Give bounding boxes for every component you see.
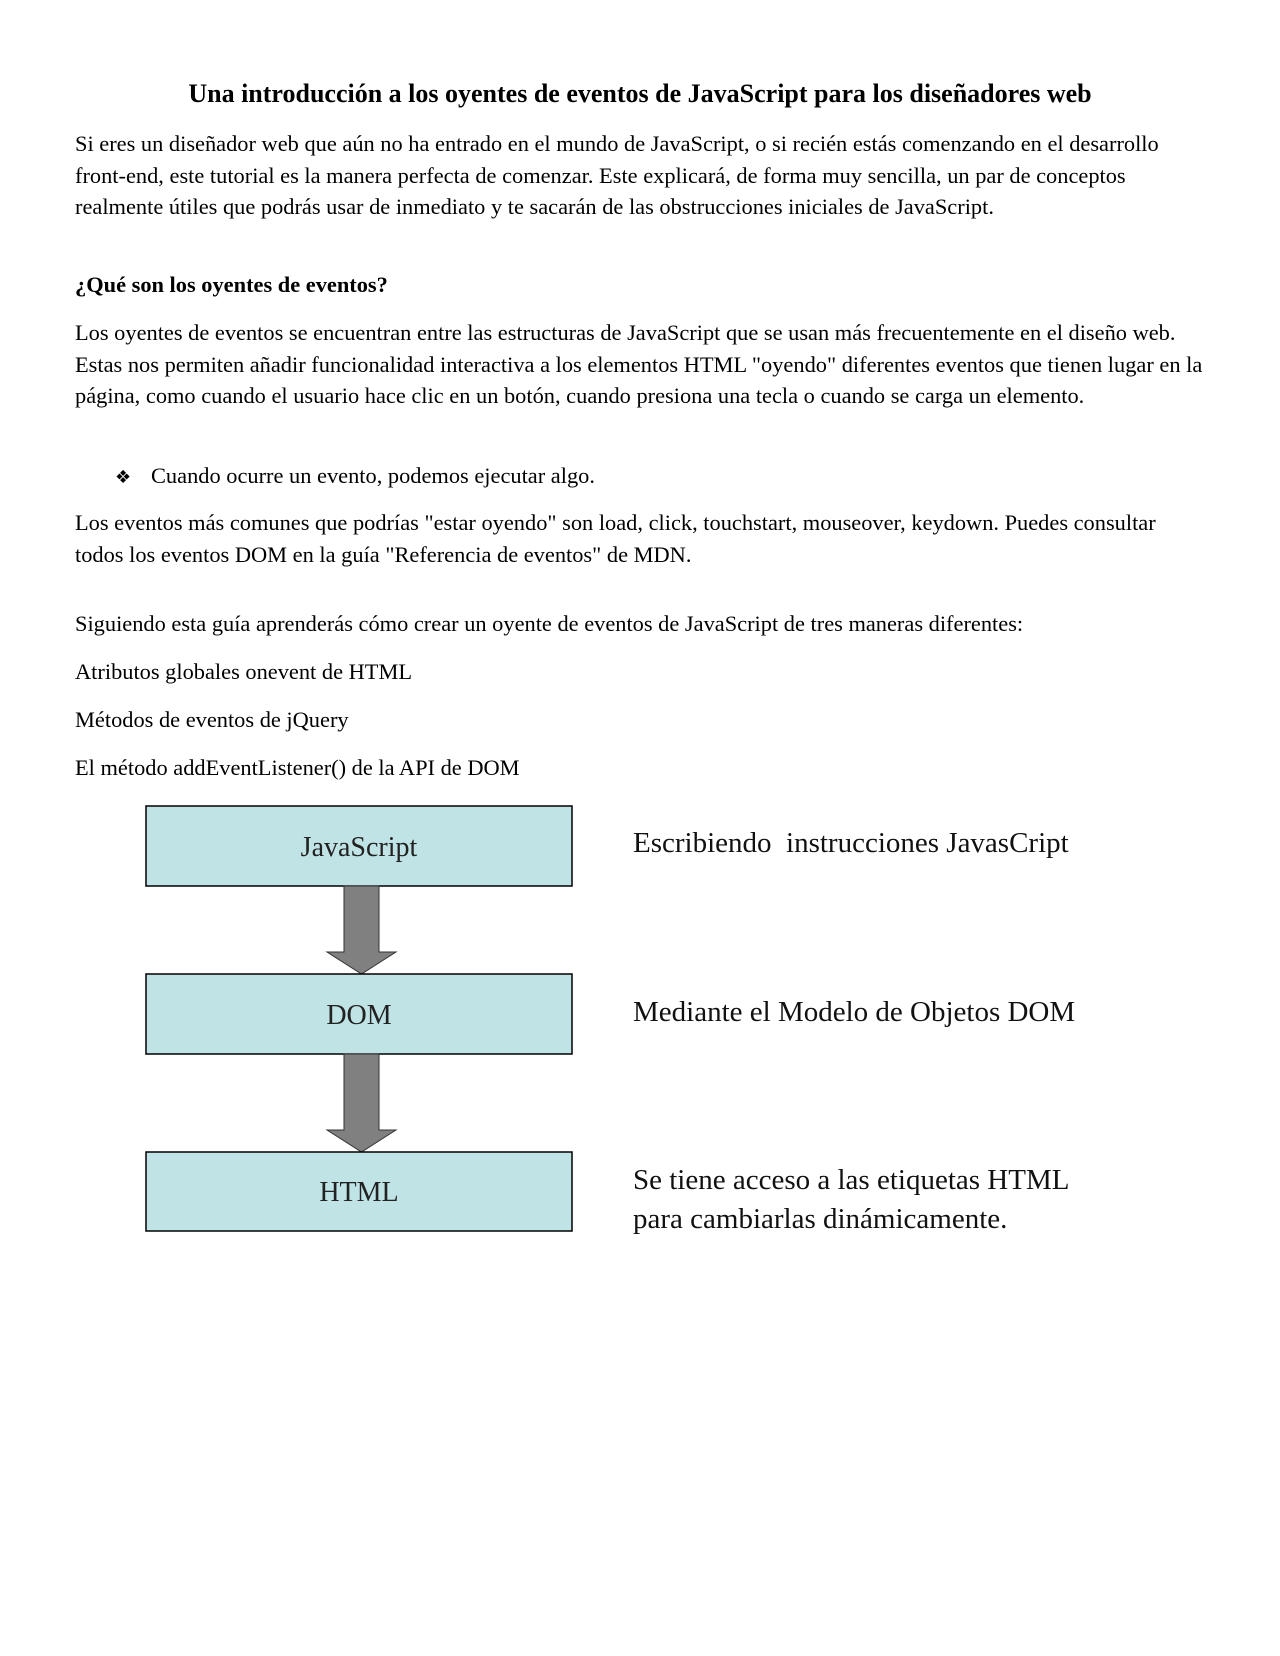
down-arrow-icon	[327, 886, 396, 974]
diagram-box-label: JavaScript	[300, 832, 418, 863]
events-paragraph: Los eventos más comunes que podrías "estar oyendo" son load, click, touchstart, mouseover, keydown. Puedes consultar todos los eventos DOM en la guía "Referencia de eventos" de MDN.	[75, 510, 1156, 567]
method-item: Atributos globales onevent de HTML	[75, 659, 413, 685]
diagram-description: Se tiene acceso a las etiquetas HTML	[633, 1164, 1070, 1196]
section-paragraph: Los oyentes de eventos se encuentran entre las estructuras de JavaScript que se usan más frecuentemente en el diseño web. Estas nos permiten añadir funcionalidad interactiva a los elementos HTML "oyendo" diferentes eventos que tienen lugar en la página, como cuando el usuario hace clic en un botón, cuando presiona una tecla o cuando se carga un elemento.	[75, 320, 1203, 408]
guide-intro: Siguiendo esta guía aprenderás cómo crear un oyente de eventos de JavaScript de tres maneras diferentes:	[75, 611, 1024, 637]
down-arrow-icon	[327, 1054, 396, 1152]
document-title: Una introducción a los oyentes de eventos de JavaScript para los diseñadores web	[188, 79, 1092, 108]
method-item: Métodos de eventos de jQuery	[75, 707, 349, 733]
bullet-text: Cuando ocurre un evento, podemos ejecutar algo.	[151, 463, 595, 488]
diagram-description: Mediante el Modelo de Objetos DOM	[633, 996, 1076, 1028]
intro-paragraph: Si eres un diseñador web que aún no ha entrado en el mundo de JavaScript, o si recién estás comenzando en el desarrollo front-end, este tutorial es la manera perfecta de comenzar. Este explicará, de forma muy sencilla, un par de conceptos realmente útiles que podrás usar de inmediato y te sacarán de las obstrucciones iniciales de JavaScript.	[75, 131, 1159, 219]
diagram-box-label: DOM	[326, 1000, 392, 1031]
section-heading: ¿Qué son los oyentes de eventos?	[75, 272, 388, 297]
diagram-description: Escribiendo instrucciones JavasCript	[633, 827, 1069, 859]
diamond-bullet-icon: ❖	[115, 467, 132, 488]
method-item: El método addEventListener() de la API de DOM	[75, 755, 520, 781]
diagram-description: para cambiarlas dinámicamente.	[633, 1203, 1008, 1235]
diagram-box-label: HTML	[319, 1177, 399, 1208]
